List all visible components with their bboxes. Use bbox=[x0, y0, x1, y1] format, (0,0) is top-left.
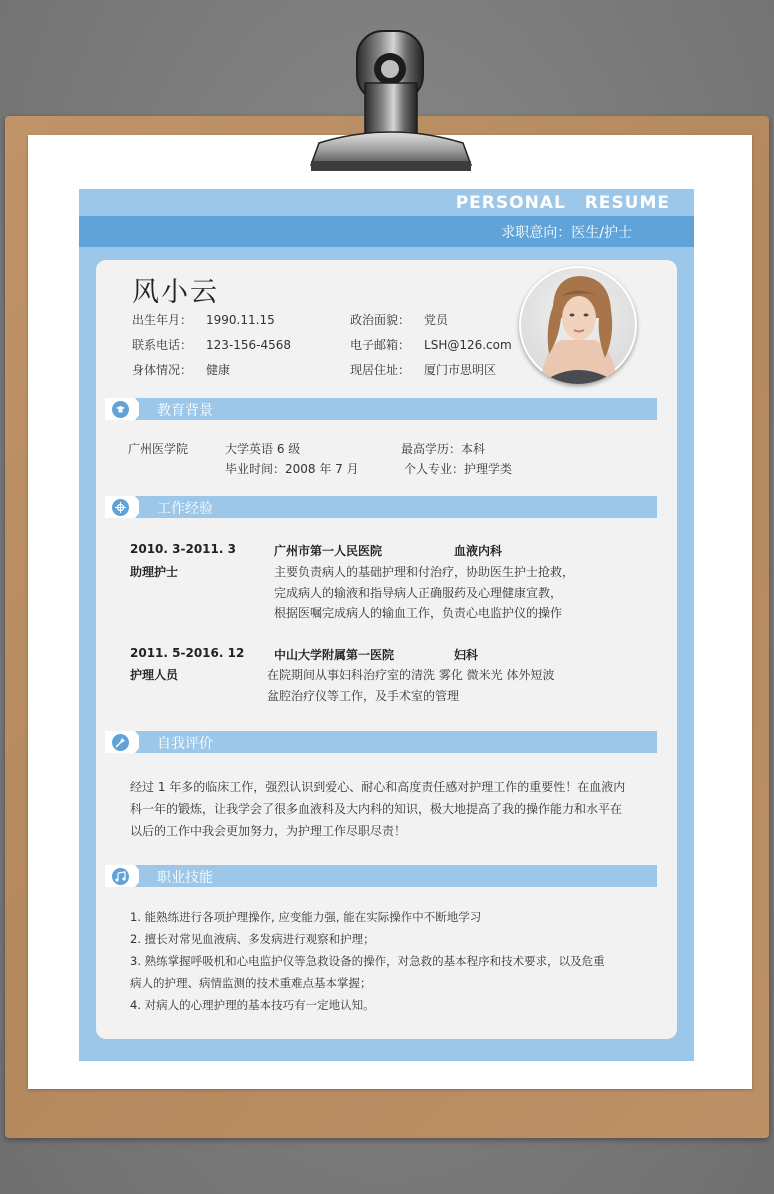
resume bbox=[79, 189, 694, 1061]
job1-role: 助理护士 bbox=[130, 565, 179, 579]
info-health: 身体情况： 健康 bbox=[132, 363, 231, 377]
job2-role: 护理人员 bbox=[130, 668, 179, 682]
job1-hospital: 广州市第一人民医院 bbox=[274, 544, 383, 558]
info-birth: 出生年月： 1990.11.15 bbox=[132, 313, 275, 327]
job1-period: 2010. 3-2011. 3 bbox=[130, 542, 236, 556]
skill-line-3: 3. 熟练掌握呼吸机和心电监护仪等急救设备的操作，对急救的基本程序和技术要求，以及危重 bbox=[130, 954, 605, 968]
info-political: 政治面貌： 党员 bbox=[350, 313, 449, 327]
info-email: 电子邮箱： LSH@126.com bbox=[350, 338, 512, 352]
job2-period: 2011. 5-2016. 12 bbox=[130, 646, 245, 660]
job2-line-2: 盆腔治疗仪等工作，及手术室的管理 bbox=[267, 689, 460, 703]
job1-line-3: 根据医嘱完成病人的输血工作，负责心电监护仪的操作 bbox=[274, 606, 563, 620]
job-objective-bar bbox=[79, 216, 694, 247]
edu-school: 广州医学院 bbox=[128, 442, 189, 456]
edu-major: 个人专业：护理学类 bbox=[404, 462, 513, 476]
microphone-icon bbox=[112, 734, 129, 751]
self-evaluation bbox=[130, 776, 670, 842]
candidate-name: 风小云 bbox=[132, 277, 219, 308]
banner-title: PERSONAL RESUME bbox=[455, 193, 670, 213]
self-line-3: 以后的工作中我会更加努力，为护理工作尽职尽责！ bbox=[130, 824, 407, 838]
section-education-header bbox=[105, 398, 657, 420]
skills-list bbox=[130, 906, 670, 1016]
section-skills-header bbox=[105, 865, 657, 887]
music-note-icon bbox=[112, 868, 129, 885]
job1-line-1: 主要负责病人的基础护理和付治疗，协助医生护士抢救， bbox=[274, 565, 575, 579]
info-phone: 联系电话： 123-156-4568 bbox=[132, 338, 292, 352]
graduation-cap-icon bbox=[112, 401, 129, 418]
section-work-header bbox=[105, 496, 657, 518]
skill-line-5: 4. 对病人的心理护理的基本技巧有一定地认知。 bbox=[130, 998, 375, 1012]
self-line-2: 科一年的锻炼，让我学会了很多血液科及大内科的知识，极大地提高了我的操作能力和水平在 bbox=[130, 802, 623, 816]
job2-hospital: 中山大学附属第一医院 bbox=[274, 648, 395, 662]
skill-line-1: 1. 能熟练进行各项护理操作, 应变能力强, 能在实际操作中不断地学习 bbox=[130, 910, 482, 924]
edu-degree: 最高学历：本科 bbox=[401, 442, 486, 456]
section-skills-title: 职业技能 bbox=[157, 870, 213, 886]
job2-line-1: 在院期间从事妇科治疗室的清洗 雾化 微米光 体外短波 bbox=[267, 668, 555, 682]
section-work-title: 工作经验 bbox=[157, 501, 213, 517]
job-objective: 求职意向：医生/护士 bbox=[501, 225, 632, 241]
edu-graduation: 毕业时间：2008 年 7 月 bbox=[225, 462, 359, 476]
banner-top bbox=[79, 189, 694, 216]
skill-line-4: 病人的护理、病情监测的技术重难点基本掌握； bbox=[130, 976, 372, 990]
edu-english: 大学英语 6 级 bbox=[225, 442, 301, 456]
section-self-header bbox=[105, 731, 657, 753]
self-line-1: 经过 1 年多的临床工作，强烈认识到爱心、耐心和高度责任感对护理工作的重要性！在血液内 bbox=[130, 780, 626, 794]
binder-clip-icon bbox=[305, 25, 477, 177]
avatar bbox=[519, 266, 637, 384]
section-self-title: 自我评价 bbox=[157, 736, 213, 752]
crosshair-icon bbox=[112, 499, 129, 516]
section-education-title: 教育背景 bbox=[157, 403, 213, 419]
job1-line-2: 完成病人的输液和指导病人正确服药及心理健康宣教， bbox=[274, 586, 563, 600]
job1-dept: 血液内科 bbox=[454, 544, 503, 558]
job2-dept: 妇科 bbox=[454, 648, 479, 662]
skill-line-2: 2. 擅长对常见血液病、多发病进行观察和护理； bbox=[130, 932, 375, 946]
portrait-icon bbox=[519, 266, 637, 384]
resume-card bbox=[96, 260, 677, 1039]
info-address: 现居住址： 厦门市思明区 bbox=[350, 363, 497, 377]
